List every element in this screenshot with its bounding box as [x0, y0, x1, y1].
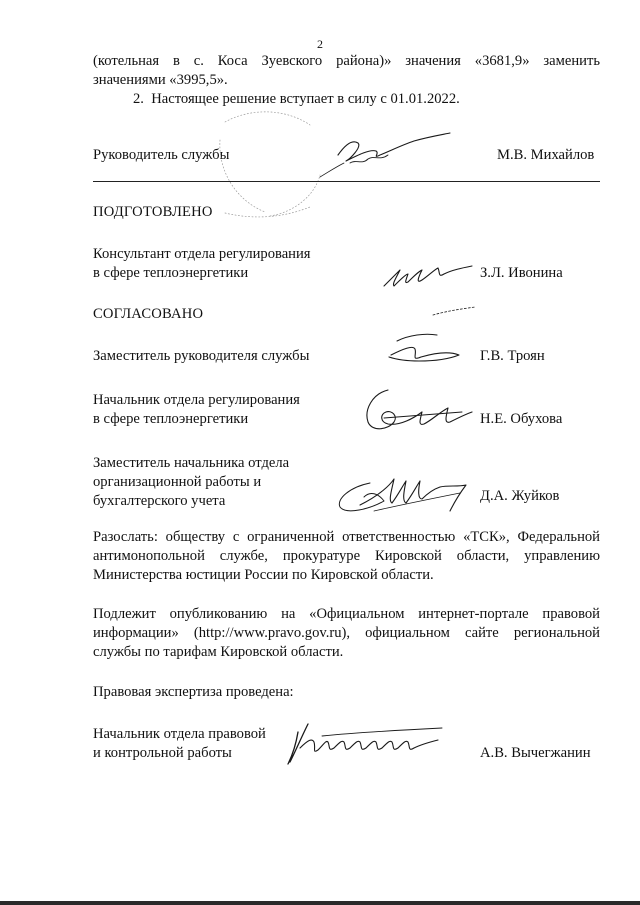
- legal-title: [93, 725, 266, 763]
- legal-title-line-1: Начальник отдела правовой: [93, 726, 266, 742]
- agreed-person-3-title-line-1: Заместитель начальника отдела: [93, 455, 290, 471]
- distribution-line-2: антимонопольной службе, прокуратуре Кировской области, управлению: [93, 548, 600, 564]
- publication-line-1: Подлежит опубликованию на «Официальном интернет-портале правовой: [93, 606, 600, 622]
- head-signature-icon: [310, 125, 460, 185]
- page-number: 2: [317, 37, 323, 51]
- agreed-person-2-title-line-1: Начальник отдела регулирования: [93, 392, 300, 408]
- distribution-line-3: Министерства юстиции России по Кировской области.: [93, 567, 434, 583]
- agreed-person-3-signature-icon: [330, 465, 480, 520]
- scan-edge: [0, 901, 640, 905]
- prepared-name: З.Л. Ивонина: [480, 265, 563, 281]
- prepared-heading: ПОДГОТОВЛЕНО: [93, 204, 213, 220]
- agreed-person-3-title-line-3: бухгалтерского учета: [93, 493, 226, 509]
- agreed-person-1-title: [93, 347, 309, 366]
- prepared-title-line-2: в сфере теплоэнергетики: [93, 265, 249, 281]
- publication-line-2: информации» (http://www.pravo.gov.ru), официальном сайте региональной: [93, 625, 600, 641]
- agreed-person-1-signature-icon: [375, 305, 485, 370]
- agreed-person-3-title-line-2: организационной работы и: [93, 474, 262, 490]
- legal-name: А.В. Вычегжанин: [480, 745, 591, 761]
- agreed-person-1-title-line-1: Заместитель руководителя службы: [93, 348, 310, 364]
- legal-statement: Правовая экспертиза проведена:: [93, 684, 294, 700]
- intro-item-2: 2. Настоящее решение вступает в силу с 01.01.2022.: [133, 91, 460, 107]
- legal-title-line-2: и контрольной работы: [93, 745, 232, 761]
- agreed-person-3-title: [93, 454, 289, 511]
- legal-signature-icon: [282, 718, 447, 768]
- head-title: Руководитель службы: [93, 147, 230, 163]
- agreed-person-1-name: Г.В. Троян: [480, 348, 545, 364]
- distribution-paragraph: [93, 528, 600, 585]
- intro-line-1: (котельная в с. Коса Зуевского района)» значения «3681,9» заменить: [93, 53, 600, 69]
- agreed-person-2-name: Н.Е. Обухова: [480, 411, 563, 427]
- prepared-title: [93, 245, 311, 283]
- head-name: М.В. Михайлов: [497, 147, 595, 163]
- intro-line-2: значениями «3995,5».: [93, 72, 228, 88]
- distribution-line-1: Разослать: обществу с ограниченной ответственностью «ТСК», Федеральной: [93, 529, 600, 545]
- prepared-signature-icon: [378, 258, 478, 292]
- agreed-person-2-title: [93, 391, 300, 429]
- intro-paragraph: [93, 52, 600, 90]
- stamp-fragment-icon: [220, 195, 320, 225]
- publication-line-3: службы по тарифам Кировской области.: [93, 644, 344, 660]
- separator-line: [93, 181, 600, 182]
- agreed-heading: СОГЛАСОВАНО: [93, 306, 204, 322]
- agreed-person-2-title-line-2: в сфере теплоэнергетики: [93, 411, 249, 427]
- agreed-person-2-signature-icon: [358, 382, 478, 437]
- agreed-person-3-name: Д.А. Жуйков: [480, 488, 560, 504]
- prepared-title-line-1: Консультант отдела регулирования: [93, 246, 311, 262]
- publication-paragraph: [93, 605, 600, 662]
